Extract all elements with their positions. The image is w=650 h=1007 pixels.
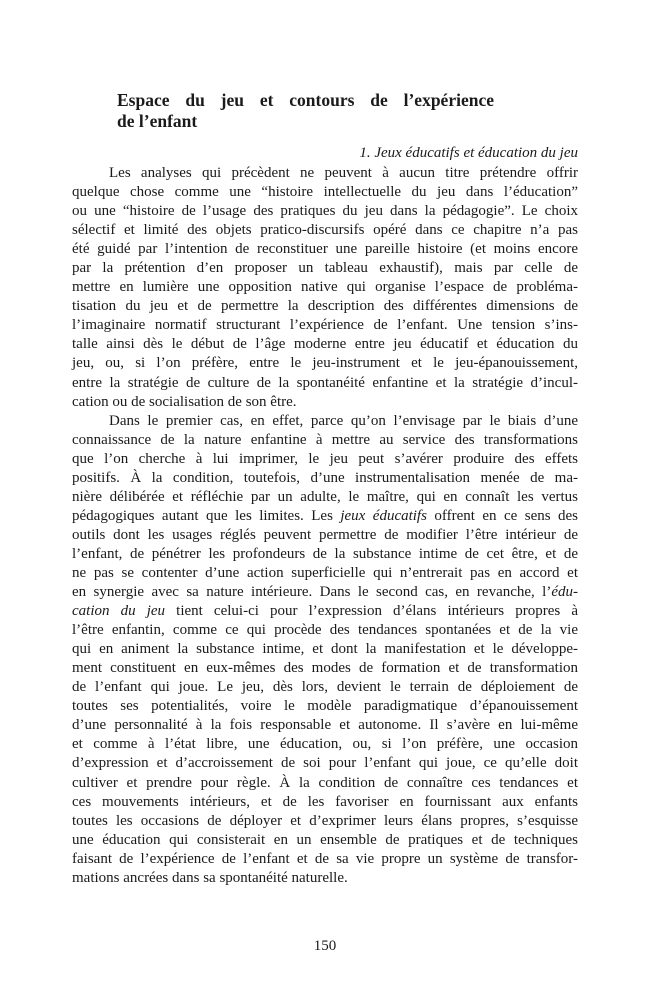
text-line: que l’on cherche à lui imprimer, le jeu peut s’avérer produire des effets <box>72 450 578 467</box>
text-line: tisation du jeu et de permettre la description des différentes dimensions de <box>72 298 578 315</box>
text-run: pédagogiques autant que les limites. Les <box>72 507 341 524</box>
text-line: ces mouvements intérieurs, et de les favoriser en fournissant aux enfants <box>72 793 578 810</box>
section-title: 1. Jeux éducatifs et éducation du jeu <box>359 145 578 161</box>
text-line: et comme à l’état libre, une éducation, ou, si l’on préfère, une occasion <box>72 736 578 753</box>
text-line: cation ou de socialisation de son être. <box>72 393 297 410</box>
text-line: connaissance de la nature enfantine à mettre au service des transformations <box>72 431 578 448</box>
text-line <box>72 507 578 526</box>
text-line: quelque chose comme une “histoire intellectuelle du jeu dans l’éducation” <box>72 184 578 201</box>
italic-term: jeux éducatifs <box>340 507 427 524</box>
chapter-heading <box>117 90 494 132</box>
chapter-heading-line-2: de l’enfant <box>117 111 198 131</box>
text-line <box>72 602 578 621</box>
text-line: l’enfant, de pénétrer les profondeurs de la substance intime de cet être, et de <box>72 545 578 562</box>
text-line: ou une “histoire de l’usage des pratiques du jeu dans la pédagogie”. Le choix <box>72 203 578 220</box>
text-line: de l’enfant qui joue. Le jeu, dès lors, devient le terrain de déploiement de <box>72 679 578 696</box>
paragraph <box>72 412 578 888</box>
text-run: offrent en ce sens des <box>426 507 579 524</box>
chapter-heading-line-1: Espace du jeu et contours de l’expérience <box>117 90 494 110</box>
text-line: été guidé par l’intention de reconstituer une pareille histoire (et moins encore <box>72 241 578 258</box>
paragraph <box>72 164 578 412</box>
text-line: outils dont les usages réglés peuvent permettre de modifier l’être intérieur de <box>72 526 578 543</box>
page-number: 150 <box>313 938 337 954</box>
text-line: toutes ses potentialités, voire le modèle paradigmatique d’épanouissement <box>72 698 578 715</box>
text-line: toutes les occasions de déployer et d’exprimer leurs élans propres, s’esquisse <box>72 812 578 829</box>
text-run: tient celui-ci pour l’expression d’élans intérieurs propres à <box>165 603 578 620</box>
text-line: l’être enfantin, comme ce qui procède des tendances spontanées et de la vie <box>72 622 578 639</box>
text-line: par la prétention d’en proposer un tableau exhaustif), mais par celle de <box>72 260 578 277</box>
text-run: en synergie avec sa nature intérieure. Dans le second cas, en revanche, l’ <box>72 584 552 601</box>
text-line: nière délibérée et réfléchie par un adulte, le maître, qui en connaît les vertus <box>72 488 578 505</box>
text-line: ment constituent en eux-mêmes des modes de formation et de transformation <box>72 660 578 677</box>
text-line: ne pas se contenter d’une action superficielle qui n’entrerait pas en accord et <box>72 564 578 581</box>
text-line: d’expression et d’accroissement de soi pour l’enfant qui joue, ce qu’elle doit <box>72 755 578 772</box>
text-line: une éducation qui consisterait en un ensemble de pratiques et de techniques <box>72 831 578 848</box>
text-line: d’une personnalité à la fois responsable et autonome. Il s’avère en lui-même <box>72 717 578 734</box>
text-line: l’imaginaire normatif structurant l’expérience de l’enfant. Une tension s’ins- <box>72 317 578 334</box>
text-line: sélectif et limité des objets pratico-discursifs opéré dans ce chapitre n’a pas <box>72 222 578 239</box>
text-line: qui en animent la substance intime, et dont la manifestation et le développe- <box>72 641 578 658</box>
text-line <box>72 583 578 602</box>
italic-term: cation du jeu <box>72 603 166 620</box>
text-line: positifs. À la condition, toutefois, d’une instrumentalisation menée de ma- <box>72 469 578 486</box>
text-line: Les analyses qui précèdent ne peuvent à aucun titre prétendre offrir <box>109 165 578 181</box>
text-line: Dans le premier cas, en effet, parce qu’on l’envisage par le biais d’une <box>109 412 578 429</box>
body-text <box>72 164 578 888</box>
text-line: mations ancrées dans sa spontanéité naturelle. <box>72 869 348 886</box>
text-line: mettre en lumière une opposition native qui organise l’espace de probléma- <box>72 279 578 296</box>
text-line: cultiver et prendre pour règle. À la condition de connaître ces tendances et <box>72 774 578 791</box>
italic-term: édu- <box>551 584 578 601</box>
text-line: faisant de l’expérience de l’enfant et de sa vie propre un système de transfor- <box>72 850 578 867</box>
text-line: jeu, ou, si l’on préfère, entre le jeu-instrument et le jeu-épanouissement, <box>72 355 578 372</box>
text-line: talle ainsi dès le début de l’âge moderne entre jeu éducatif et éducation du <box>72 336 578 353</box>
text-line: entre la stratégie de culture de la spontanéité enfantine et la stratégie d’incul- <box>72 374 578 391</box>
